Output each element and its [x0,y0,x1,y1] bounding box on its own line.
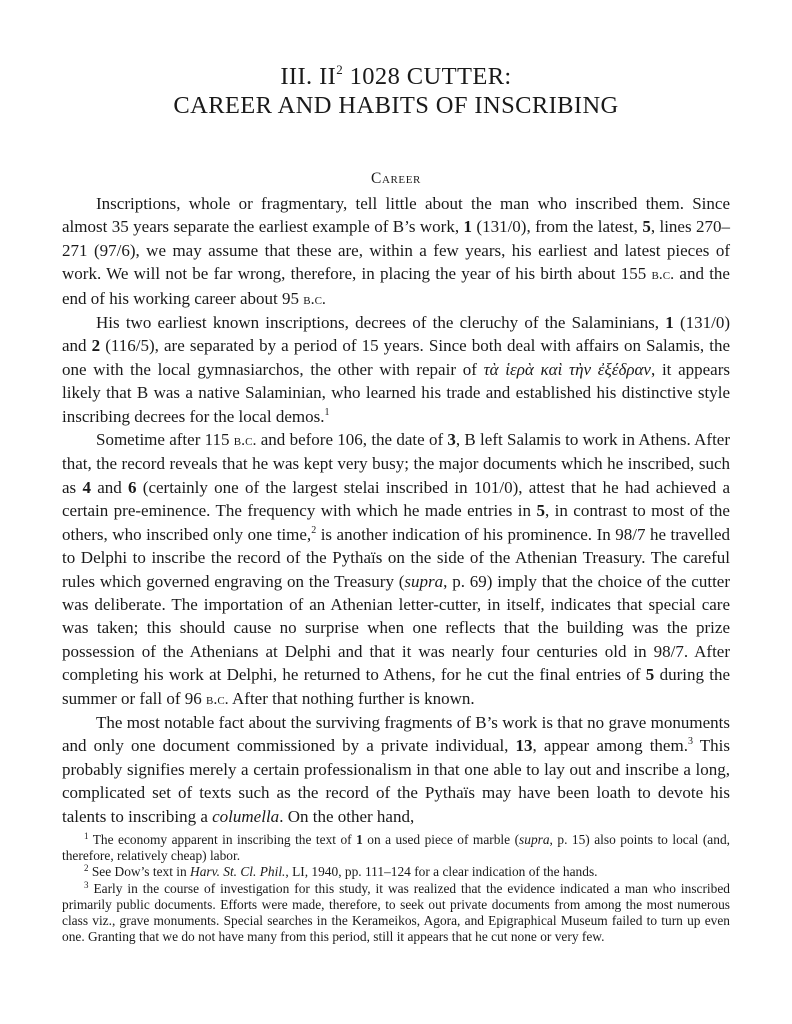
footnote-ref-1: 1 [324,406,330,418]
footnote-3: $^3$ Early in the course of investigation for this study, it was realized that the evidence indicated a man who inscribed primarily public documents. Efforts were made, therefore, to seek out private documents from among the most numerous class viz., grave monuments. Special searches in the Kerameikos, Agora, and Epigraphical Museum failed to turn up even one. Granting that we do not have many from this period, still it appears that he cut none or very few. [62,879,730,945]
paragraph-1: Inscriptions, whole or fragmentary, tell little about the man who inscribed them. Since almost 35 years separate the earliest example of B’s work, 1 (131/0), from the latest, 5, lines 270–271 (97/6), we may assume that these are, within a few years, his earliest and latest pieces of work. We will not be far wrong, therefore, in placing the year of his birth about 155 b.c. and the end of his working career about 95 b.c. [62,194,730,308]
section-heading: Career [371,170,421,187]
paragraph-4: The most notable fact about the surviving fragments of B’s work is that no grave monuments and only one document commissioned by a private individual, 13, appear among them.$^3$ This probably signifies merely a certain professionalism in that one able to lay out and inscribe a long, complicated set of texts such as the record of the Pythaïs may have been loath to devote his talents to inscribing a columella. On the other hand, [62,712,731,826]
chapter-title [62,62,730,120]
title-superscript: 2 [336,62,344,77]
paragraph-2: His two earliest known inscriptions, decrees of the cleruchy of the Salaminians, 1 (131/0) and 2 (116/5), are separated by a period of 15 years. Since both deal with affairs on Salamis, the one with the local gymnasiarchos, the other with repair of τὰ ἱερὰ καὶ τὴν ἐξέδραν, it appears likely that B was a native Salaminian, who learned his trade and established his distinctive style inscribing decrees for the local demos.$^1$ [62,313,731,426]
footnotes [62,832,730,945]
footnote-ref-2: 2 [311,524,317,536]
greek-phrase: τὰ ἱερὰ καὶ τὴν ἐξέδραν [483,359,651,379]
footnote-ref-3: 3 [687,736,693,748]
footnote-2: $^2$ See Dow’s text in Harv. St. Cl. Phil., LI, 1940, pp. 111–124 for a clear indication of the hands. [84,863,598,880]
paragraph-3: Sometime after 115 b.c. and before 106, the date of 3, B left Salamis to work in Athens. After that, the record reveals that he was kept very busy; the major documents which he inscribed, such as 4 and 6 (certainly one of the largest stelai inscribed in 101/0), attest that he had achieved a certain pre-eminence. The frequency with which he made entries in 5, in contrast to most of the others, who inscribed only one time,$^2$ is another indication of his prominence. In 98/7 he travelled to Delphi to inscribe the record of the Pythaïs on the side of the Athenian Treasury. The careful rules which governed engraving on the Treasury (supra, p. 69) imply that the choice of the cutter was deliberate. The importation of an Athenian letter-cutter, in itself, indicates that special care was taken; this should cause no surprise when one reflects that the building was the prize possession of the Athenians at Delphi and that it was nearly four centuries old in 98/7. After completing his work at Delphi, he returned to Athens, for he cut the final entries of 5 during the summer or fall of 96 b.c. After that nothing further is known. [62,430,731,708]
chapter-title-line-2: CAREER AND HABITS OF INSCRIBING [173,92,619,119]
footnote-1: $^1$ The economy apparent in inscribing the text of 1 on a used piece of marble (supra, p. 15) also points to local (and, therefore, relatively cheap) labor. [62,830,730,864]
page [62,62,730,945]
body-text [62,192,730,828]
chapter-title-line-1: III. $II^2$ 1028 CUTTER: [280,62,512,90]
